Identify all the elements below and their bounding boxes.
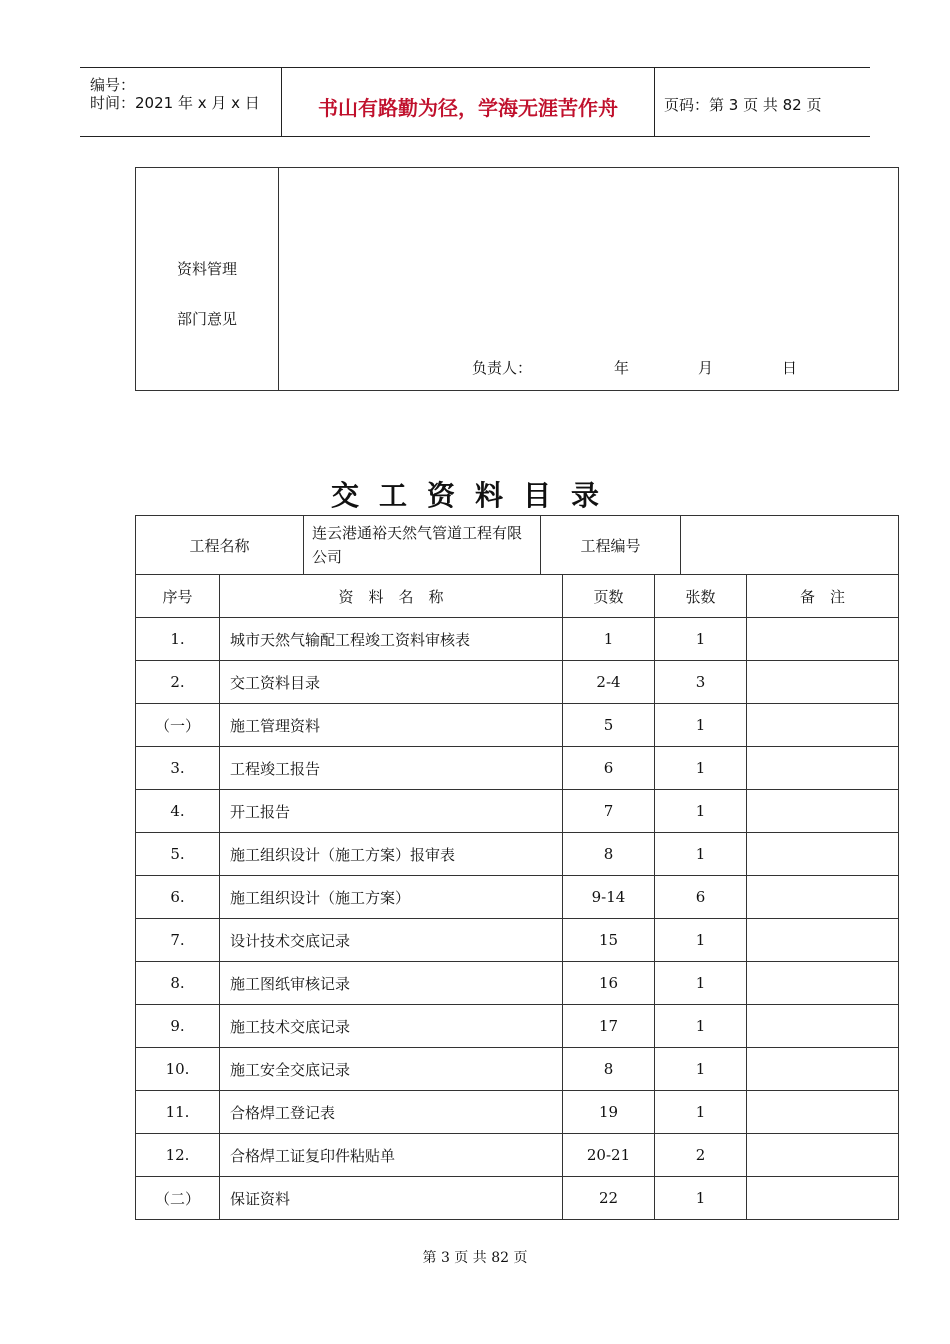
row-pages: 9-14	[563, 876, 655, 919]
row-name: 设计技术交底记录	[220, 919, 563, 962]
row-name: 工程竣工报告	[220, 747, 563, 790]
row-note	[747, 618, 899, 661]
row-name: 交工资料目录	[220, 661, 563, 704]
table-row	[136, 962, 899, 1005]
header-page-info: 页码：第 3 页 共 82 页	[664, 96, 822, 114]
row-sheets: 1	[655, 1091, 747, 1134]
row-name: 施工组织设计（施工方案）报审表	[220, 833, 563, 876]
row-sheets: 1	[655, 962, 747, 1005]
header-divider	[654, 68, 655, 136]
table-row	[136, 618, 899, 661]
row-note	[747, 1177, 899, 1220]
row-pages: 20-21	[563, 1134, 655, 1177]
col-header-pages: 页数	[563, 575, 655, 618]
document-title: 交工资料目录	[330, 479, 619, 512]
project-info-table	[135, 515, 899, 575]
row-no: 3.	[136, 747, 220, 790]
row-no: 8.	[136, 962, 220, 1005]
row-note	[747, 1091, 899, 1134]
project-info-row	[136, 516, 899, 575]
row-sheets: 1	[655, 1048, 747, 1091]
project-name-value: 连云港通裕天然气管道工程有限公司	[304, 516, 541, 575]
row-pages: 7	[563, 790, 655, 833]
row-note	[747, 704, 899, 747]
doc-time-label: 时间：2021 年 x 月 x 日	[90, 94, 260, 112]
table-row	[136, 876, 899, 919]
row-sheets: 3	[655, 661, 747, 704]
row-name: 施工安全交底记录	[220, 1048, 563, 1091]
table-row	[136, 1134, 899, 1177]
row-name: 城市天然气输配工程竣工资料审核表	[220, 618, 563, 661]
row-sheets: 1	[655, 833, 747, 876]
col-header-note: 备 注	[747, 575, 899, 618]
project-name-label: 工程名称	[136, 516, 304, 575]
row-no: （一）	[136, 704, 220, 747]
row-no: 5.	[136, 833, 220, 876]
row-pages: 15	[563, 919, 655, 962]
approval-dept-label	[136, 244, 278, 344]
day-label: 日	[782, 359, 798, 377]
table-row	[136, 661, 899, 704]
table-row	[136, 704, 899, 747]
row-no: 4.	[136, 790, 220, 833]
row-pages: 19	[563, 1091, 655, 1134]
row-pages: 2-4	[563, 661, 655, 704]
col-header-name: 资 料 名 称	[220, 575, 563, 618]
row-no: 6.	[136, 876, 220, 919]
row-note	[747, 876, 899, 919]
toc-table	[135, 574, 899, 1220]
row-note	[747, 790, 899, 833]
row-note	[747, 919, 899, 962]
row-sheets: 1	[655, 1005, 747, 1048]
table-row	[136, 1005, 899, 1048]
row-no: 11.	[136, 1091, 220, 1134]
row-sheets: 1	[655, 1177, 747, 1220]
row-no: 1.	[136, 618, 220, 661]
row-note	[747, 1005, 899, 1048]
row-sheets: 2	[655, 1134, 747, 1177]
row-pages: 17	[563, 1005, 655, 1048]
row-note	[747, 1134, 899, 1177]
row-note	[747, 962, 899, 1005]
row-sheets: 1	[655, 618, 747, 661]
row-pages: 16	[563, 962, 655, 1005]
table-row	[136, 790, 899, 833]
table-row	[136, 747, 899, 790]
table-row	[136, 919, 899, 962]
table-row	[136, 833, 899, 876]
row-pages: 8	[563, 833, 655, 876]
approval-opinion-cell	[279, 168, 899, 391]
row-name: 施工技术交底记录	[220, 1005, 563, 1048]
row-no: （二）	[136, 1177, 220, 1220]
row-name: 开工报告	[220, 790, 563, 833]
row-note	[747, 747, 899, 790]
row-sheets: 1	[655, 919, 747, 962]
row-sheets: 1	[655, 704, 747, 747]
col-header-sheets: 张数	[655, 575, 747, 618]
year-label: 年	[614, 359, 630, 377]
table-row	[136, 1048, 899, 1091]
approval-dept-cell	[136, 168, 279, 391]
row-name: 保证资料	[220, 1177, 563, 1220]
toc-header-row	[136, 575, 899, 618]
row-no: 7.	[136, 919, 220, 962]
project-code-label: 工程编号	[541, 516, 681, 575]
row-name: 施工组织设计（施工方案）	[220, 876, 563, 919]
row-pages: 5	[563, 704, 655, 747]
header-motto: 书山有路勤为径，学海无涯苦作舟	[318, 96, 618, 120]
doc-code-label: 编号：	[90, 76, 136, 94]
row-no: 10.	[136, 1048, 220, 1091]
row-no: 9.	[136, 1005, 220, 1048]
row-pages: 22	[563, 1177, 655, 1220]
dept-line-2: 部门意见	[176, 310, 237, 328]
table-row	[136, 1091, 899, 1134]
row-note	[747, 1048, 899, 1091]
row-name: 施工管理资料	[220, 704, 563, 747]
table-row	[136, 1177, 899, 1220]
row-name: 合格焊工证复印件粘贴单	[220, 1134, 563, 1177]
row-pages: 1	[563, 618, 655, 661]
approval-table	[135, 167, 899, 391]
month-label: 月	[698, 359, 714, 377]
col-header-no: 序号	[136, 575, 220, 618]
page-footer: 第 3 页 共 82 页	[422, 1250, 528, 1266]
responsible-label: 负责人：	[472, 359, 533, 377]
row-pages: 8	[563, 1048, 655, 1091]
row-no: 2.	[136, 661, 220, 704]
project-code-value	[681, 516, 899, 575]
row-pages: 6	[563, 747, 655, 790]
row-note	[747, 661, 899, 704]
row-name: 合格焊工登记表	[220, 1091, 563, 1134]
row-no: 12.	[136, 1134, 220, 1177]
row-sheets: 1	[655, 790, 747, 833]
approval-row	[136, 168, 899, 391]
row-name: 施工图纸审核记录	[220, 962, 563, 1005]
page-header	[80, 67, 870, 137]
row-sheets: 6	[655, 876, 747, 919]
row-sheets: 1	[655, 747, 747, 790]
dept-line-1: 资料管理	[176, 260, 237, 278]
row-note	[747, 833, 899, 876]
